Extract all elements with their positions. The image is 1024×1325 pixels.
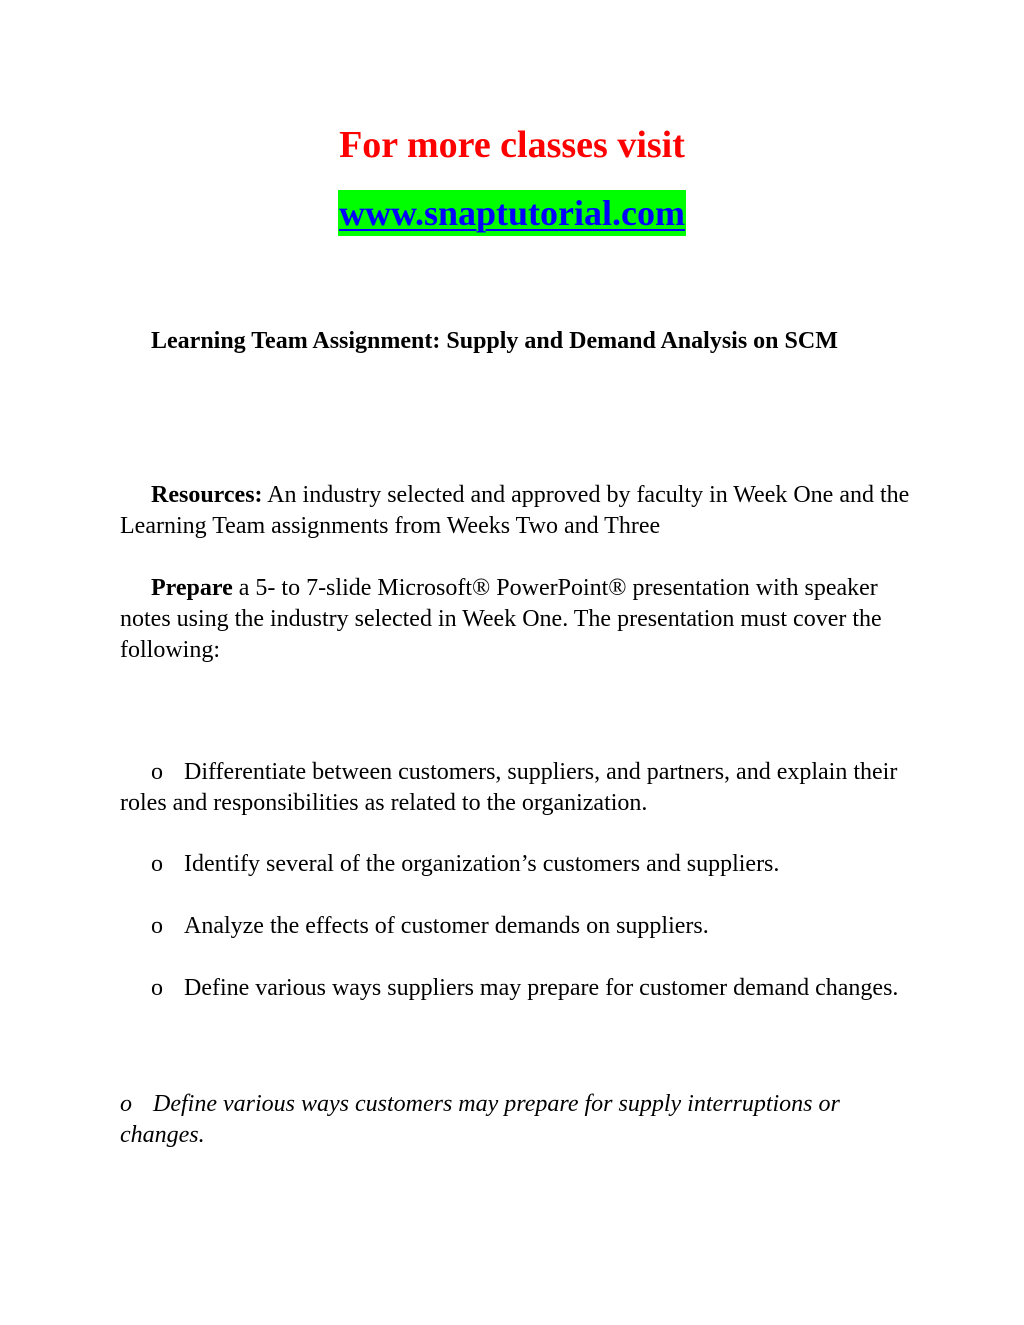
list-item-text: Define various ways customers may prepare for supply interruptions or changes.	[120, 1091, 840, 1148]
site-link[interactable]: www.snaptutorial.com	[338, 190, 686, 236]
list-item	[120, 1089, 910, 1151]
bullet-marker: o	[151, 759, 163, 785]
list-item-text: Differentiate between customers, suppliers, and partners, and explain their roles and responsibilities as related to the organization.	[120, 759, 898, 816]
resources-paragraph	[120, 480, 910, 542]
bullet-marker: o	[120, 1091, 132, 1117]
prepare-label: Prepare	[151, 575, 233, 601]
list-item	[120, 911, 910, 942]
promo-headline-text: For more classes visit	[339, 124, 685, 166]
list-item	[120, 849, 910, 880]
promo-link-row	[0, 190, 1024, 236]
prepare-text: a 5- to 7-slide Microsoft® PowerPoint® presentation with speaker notes using the industry selected in Week One. The presentation must cover the following:	[120, 575, 882, 663]
list-item	[120, 973, 910, 1004]
promo-headline	[0, 122, 1024, 168]
list-item-text: Analyze the effects of customer demands on suppliers.	[184, 913, 709, 939]
list-item	[120, 757, 910, 819]
resources-label: Resources:	[151, 482, 263, 508]
bullet-marker: o	[151, 913, 163, 939]
bullet-marker: o	[151, 851, 163, 877]
assignment-title: Learning Team Assignment: Supply and Demand Analysis on SCM	[151, 328, 838, 354]
bullet-marker: o	[151, 975, 163, 1001]
resources-text: An industry selected and approved by faculty in Week One and the Learning Team assignments from Weeks Two and Three	[120, 482, 910, 539]
prepare-paragraph	[120, 573, 910, 666]
list-item-text: Identify several of the organization’s customers and suppliers.	[184, 851, 780, 877]
list-item-text: Define various ways suppliers may prepare for customer demand changes.	[184, 975, 899, 1001]
